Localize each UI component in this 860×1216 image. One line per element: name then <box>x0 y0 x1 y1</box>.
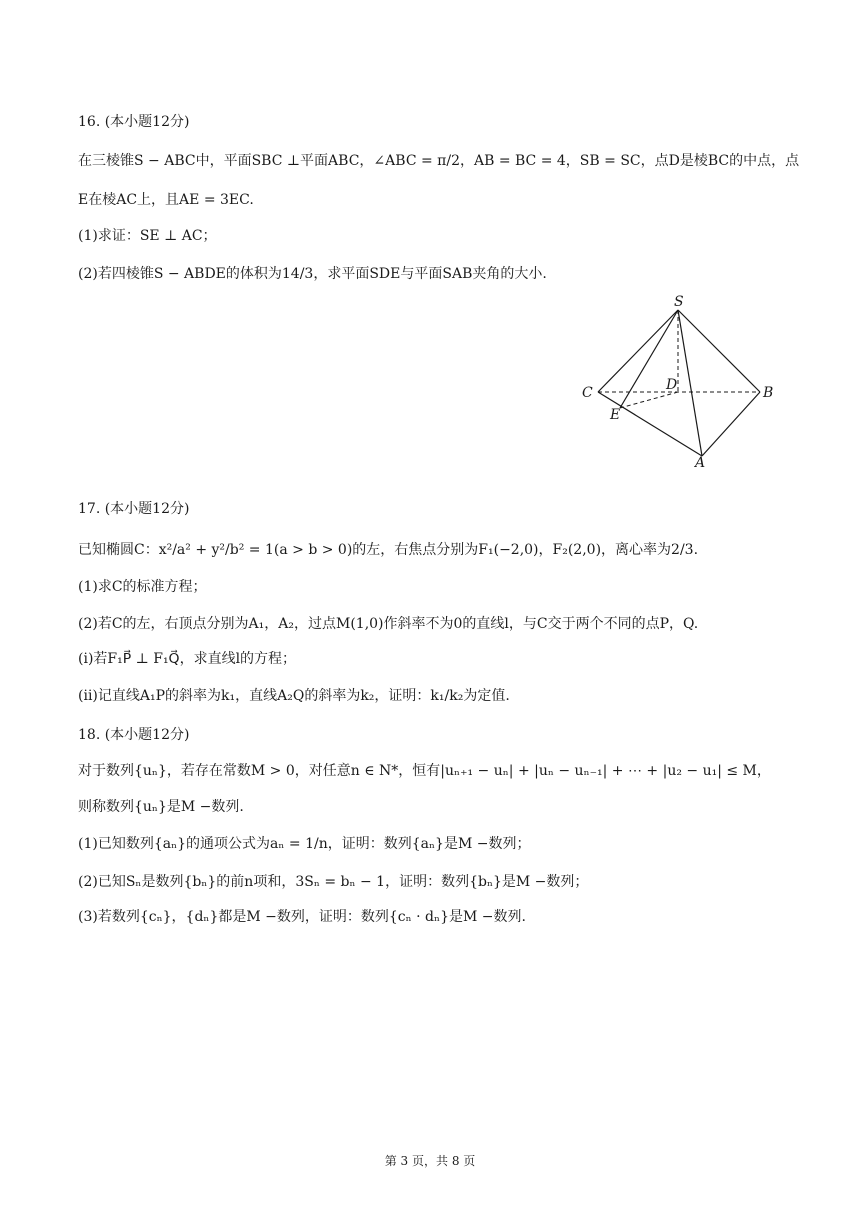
pyramid-figure <box>570 288 790 478</box>
q18-stem-line2: 则称数列{uₙ}是M −数列. <box>78 799 244 815</box>
q17-part2: (2)若C的左，右顶点分别为A₁，A₂，过点M(1,0)作斜率不为0的直线l，与C交于两个不同的点P，Q. <box>78 616 699 632</box>
q18-part2: (2)已知Sₙ是数列{bₙ}的前n项和，3Sₙ = bₙ − 1，证明：数列{bₙ}是M −数列； <box>78 874 589 890</box>
q18-part3: (3)若数列{cₙ}，{dₙ}都是M −数列，证明：数列{cₙ · dₙ}是M −数列. <box>78 909 526 925</box>
q16-part2: (2)若四棱锥S − ABDE的体积为14/3，求平面SDE与平面SAB夹角的大小. <box>78 266 547 282</box>
q18-stem-line1: 对于数列{uₙ}，若存在常数M > 0，对任意n ∈ N*，恒有|uₙ₊₁ − uₙ| + |uₙ − uₙ₋₁| + ⋯ + |u₂ − u₁| ≤ M， <box>78 763 771 779</box>
q16-stem-line2: E在棱AC上，且AE = 3EC. <box>78 192 254 208</box>
q17-part2ii: (ⅱ)记直线A₁P的斜率为k₁，直线A₂Q的斜率为k₂，证明：k₁/k₂为定值. <box>78 688 510 704</box>
q17-heading: 17. (本小题12分) <box>78 501 190 517</box>
label-C: C <box>582 385 593 401</box>
q17-part2i: (ⅰ)若F₁P⃗ ⊥ F₁Q⃗，求直线l的方程； <box>78 651 297 667</box>
q16-heading: 16. (本小题12分) <box>78 114 190 130</box>
label-E: E <box>610 407 621 423</box>
label-A: A <box>695 455 706 471</box>
q16-stem-line1: 在三棱锥S − ABC中，平面SBC ⊥平面ABC，∠ABC = π/2，AB = BC = 4，SB = SC，点D是棱BC的中点，点 <box>78 153 800 169</box>
q17-part1: (1)求C的标准方程； <box>78 579 207 595</box>
q18-heading: 18. (本小题12分) <box>78 727 190 743</box>
page-footer: 第 3 页，共 8 页 <box>384 1154 476 1168</box>
q18-part1: (1)已知数列{aₙ}的通项公式为aₙ = 1/n，证明：数列{aₙ}是M −数列； <box>78 836 531 852</box>
label-D: D <box>666 377 678 393</box>
label-S: S <box>674 294 684 310</box>
label-B: B <box>763 385 774 401</box>
q16-part1: (1)求证：SE ⊥ AC； <box>78 228 217 244</box>
q17-stem: 已知椭圆C：x²/a² + y²/b² = 1(a > b > 0)的左，右焦点分别为F₁(−2,0)，F₂(2,0)，离心率为2/3. <box>78 542 699 558</box>
